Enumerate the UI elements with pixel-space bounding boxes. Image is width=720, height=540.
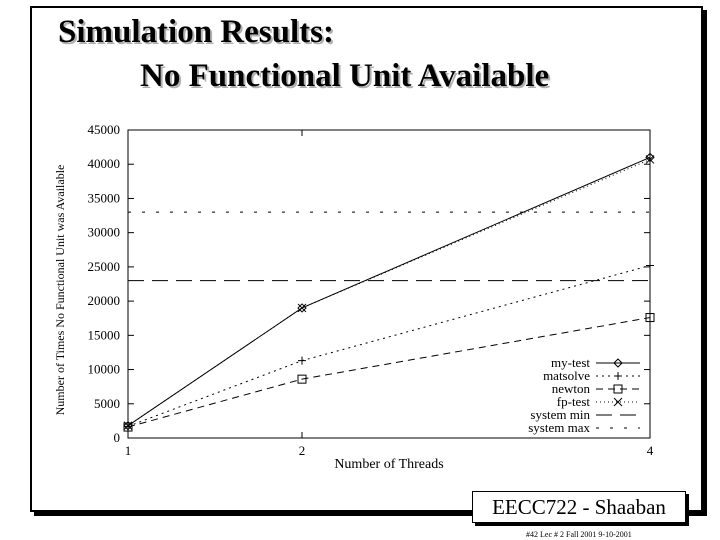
x-axis-label: Number of Threads bbox=[334, 457, 444, 472]
slide-title-line2: No Functional Unit Available bbox=[140, 58, 550, 94]
legend bbox=[528, 355, 640, 435]
slide-footer: #42 Lec # 2 Fall 2001 9-10-2001 bbox=[526, 530, 632, 539]
data-point-matsolve bbox=[646, 262, 654, 270]
legend-marker bbox=[614, 372, 622, 380]
y-tick-label: 40000 bbox=[87, 156, 120, 172]
data-point-fp-test bbox=[298, 304, 306, 312]
y-tick-label: 30000 bbox=[87, 224, 120, 240]
y-tick-label: 10000 bbox=[87, 361, 120, 377]
legend-label: fp-test bbox=[556, 394, 590, 409]
x-tick-label: 1 bbox=[124, 443, 132, 458]
y-axis-label: Number of Times No Functional Unit was Available bbox=[53, 164, 67, 416]
data-point-matsolve bbox=[298, 357, 306, 365]
slide-title-line1: Simulation Results: bbox=[58, 14, 334, 50]
y-tick-label: 0 bbox=[113, 430, 120, 445]
y-tick-label: 5000 bbox=[94, 395, 120, 411]
legend-label: system max bbox=[528, 420, 590, 435]
legend-label: my-test bbox=[551, 355, 590, 370]
y-tick-label: 45000 bbox=[87, 122, 120, 137]
course-badge: EECC722 - Shaaban bbox=[472, 491, 686, 523]
y-tick-label: 15000 bbox=[87, 327, 120, 343]
legend-label: system min bbox=[530, 407, 590, 422]
x-tick-label: 4 bbox=[646, 443, 654, 458]
y-tick-label: 25000 bbox=[87, 258, 120, 274]
y-tick-label: 20000 bbox=[87, 293, 120, 309]
legend-label: matsolve bbox=[543, 368, 590, 383]
y-tick-label: 35000 bbox=[87, 190, 120, 206]
legend-label: newton bbox=[551, 381, 590, 396]
x-tick-label: 2 bbox=[298, 443, 306, 458]
